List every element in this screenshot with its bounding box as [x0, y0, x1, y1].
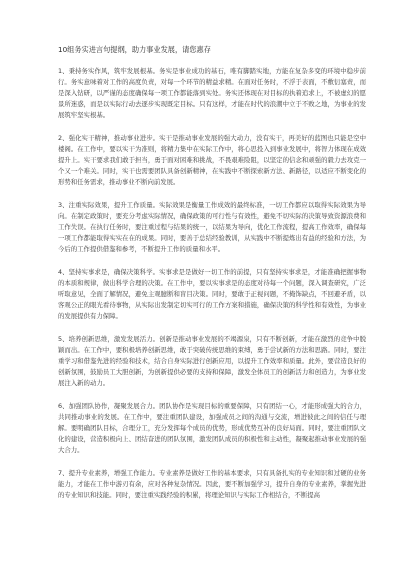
paragraph-2: 2、强化实干精神，推动事业进步。实干是推动事业发展的强大动力，没有实干，再美好的蓝图也只能是空中楼阁。在工作中，要以实干为准则，将精力集中在实际工作中，将心思投入到事业发展中，将智力体现在成效提升上。实干要求我们敢于担当，勇于面对困难和挑战，不畏艰难险阻，以坚定的信念和顽强的毅力去攻克一个又一个难关。同时，实干也需要团队具备创新精神，在实践中不断探索新方法、新路径，以适应不断变化的形势和任务需求，推动事业不断向前发展。	[58, 134, 366, 186]
paragraph-5: 5、培养创新思维，激发发展活力。创新是推动事业发展的不竭源泉，只有不断创新，才能在激烈的竞争中脱颖而出。在工作中，要积极培养创新思维，敢于突破传统思维的束缚，勇于尝试新的方法和思路。同时，要注重学习和借鉴先进的经验和技术，结合自身实际进行创新应用，以提升工作效率和质量。此外，要营造良好的创新氛围，鼓励员工大胆创新，为创新提供必要的支持和保障，激发全体员工的创新活力和创造力，为事业发展注入新的动力。	[58, 335, 366, 387]
paragraph-6: 6、加强团队协作，凝聚发展合力。团队协作是实现目标的重要保障，只有团结一心，才能形成强大的合力，共同推动事业的发展。在工作中，要注重团队建设，加强成员之间的沟通与交流，增进彼此之间的信任与理解。要明确团队目标，合理分工，充分发挥每个成员的优势，形成优势互补的良好局面。同时，要注重团队文化的建设，营造积极向上、团结奋进的团队氛围，激发团队成员的积极性和主动性，凝聚起推动事业发展的强大合力。	[58, 402, 366, 454]
paragraph-3: 3、注重实际效果，提升工作质量。实际效果是衡量工作成效的最终标准，一切工作都应以取得实际效果为导向。在制定政策时，要充分考虑实际情况，确保政策的可行性与有效性，避免不切实际的决策导致资源浪费和工作失误。在执行任务时，要注重过程与结果的统一，以结果为导向，优化工作流程，提高工作效率，确保每一项工作都能取得实实在在的成果。同时，要善于总结经验教训，从实践中不断提炼出有益的经验和方法，为今后的工作提供借鉴和参考，不断提升工作的质量和水平。	[58, 201, 366, 253]
paragraph-7: 7、提升专业素养，增强工作能力。专业素养是做好工作的基本要求，只有具备扎实的专业知识和过硬的业务能力，才能在工作中游刃有余，应对各种复杂情况。因此，要不断加强学习，提升自身的专业素养，掌握先进的专业知识和技能。同时，要注重实践经验的积累，将理论知识与实际工作相结合，不断提高	[58, 469, 366, 499]
paragraph-4: 4、坚持实事求是，确保决策科学。实事求是是做好一切工作的前提，只有坚持实事求是，才能准确把握事物的本质和规律，做出科学合理的决策。在工作中，要以实事求是的态度对待每一个问题，深入调查研究，广泛听取意见，全面了解情况，避免主观臆断和盲目决策。同时，要敢于正视问题，不掩饰缺点，不回避矛盾，以客观公正的眼光看待事物，从实际出发制定切实可行的工作方案和措施，确保决策的科学性和有效性，为事业的发展提供有力保障。	[58, 268, 366, 320]
paragraph-1: 1、秉持务实作风，筑牢发展根基。务实是事业成功的基石，唯有脚踏实地，方能在复杂多变的环境中稳步前行。务实意味着对工作的高度负责，对每一个环节的精益求精。在面对任务时，不浮于表面，不敷衍塞责，而是深入钻研，以严谨的态度确保每一项工作都能落到实处。务实还体现在对目标的执着追求上，不被虚幻的愿景所迷惑，而是以实际行动去逐步实现既定目标。只有这样，才能在时代的浪潮中立于不败之地，为事业的发展筑牢坚实根基。	[58, 67, 366, 119]
document-title: 10组务实进言句提纲，助力事业发展，请您惠存	[58, 45, 211, 54]
